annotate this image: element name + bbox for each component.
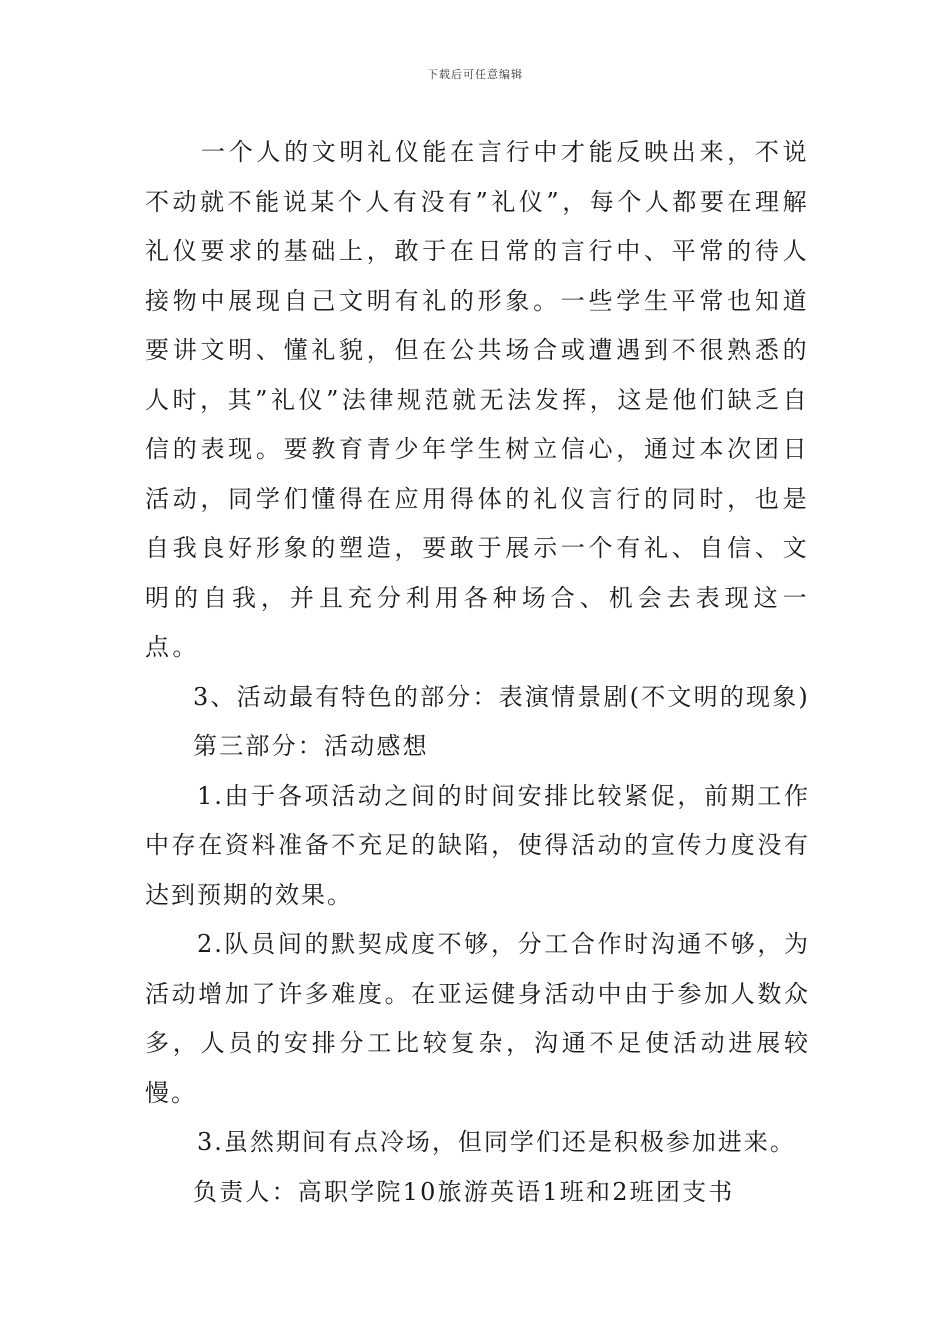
header-note: 下载后可任意编辑	[427, 68, 523, 81]
section-heading: 第三部分：活动感想	[193, 732, 429, 760]
paragraph-feature: 3、活动最有特色的部分：表演情景剧(不文明的现象)	[193, 682, 810, 711]
responsible-person: 负责人：高职学院10旅游英语1班和2班团支书	[193, 1177, 735, 1206]
list-item-1: 1.由于各项活动之间的时间安排比较紧促，前期工作中存在资料准备不充足的缺陷，使得活动的宣传力度没有达到预期的效果。	[145, 781, 810, 909]
list-item-2: 2.队员间的默契成度不够，分工合作时沟通不够，为活动增加了许多难度。在亚运健身活动中由于参加人数众多，人员的安排分工比较复杂，沟通不足使活动进展较慢。	[145, 930, 810, 1107]
document-body	[145, 128, 810, 1217]
list-item-3: 3.虽然期间有点冷场，但同学们还是积极参加进来。	[197, 1128, 796, 1156]
paragraph-etiquette: 一个人的文明礼仪能在言行中才能反映出来，不说不动就不能说某个人有没有”礼仪”，每个人都要在理解礼仪要求的基础上，敢于在日常的言行中、平常的待人接物中展现自己文明有礼的形象。一些学生平常也知道要讲文明、懂礼貌，但在公共场合或遭遇到不很熟悉的人时，其”礼仪”法律规范就无法发挥，这是他们缺乏自信的表现。要教育青少年学生树立信心，通过本次团日活动，同学们懂得在应用得体的礼仪言行的同时，也是自我良好形象的塑造，要敢于展示一个有礼、自信、文明的自我，并且充分利用各种场合、机会去表现这一点。	[145, 138, 810, 661]
